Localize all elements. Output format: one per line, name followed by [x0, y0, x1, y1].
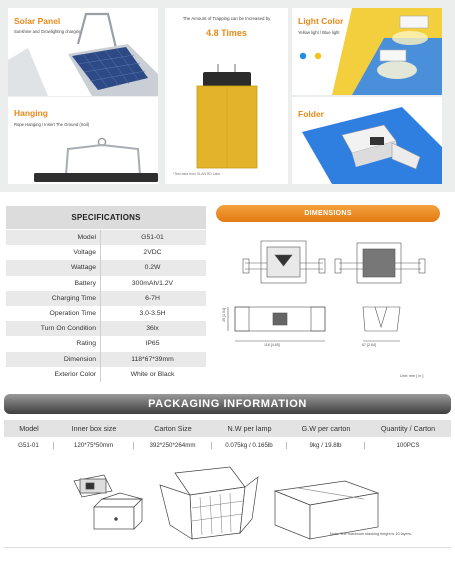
spec-value: G51-01 [141, 234, 164, 242]
spec-value: 36lx [146, 325, 159, 333]
sticky-trap-illustration [165, 8, 288, 184]
spec-row-operation-time [6, 306, 206, 321]
yellow-dot-icon [315, 53, 321, 59]
spec-key: Exterior Color [54, 370, 96, 378]
folder-card [292, 97, 442, 184]
feature-panel-area [0, 0, 455, 192]
packaging-heading: PACKAGING INFORMATION [4, 394, 451, 414]
solar-panel-card [8, 8, 158, 96]
stacking-note: Note: The maximum stacking height is 10 layers. [330, 532, 412, 536]
spec-key: Battery [74, 279, 96, 287]
solar-panel-subtitle: Sunshine and Growlighting charging [14, 29, 82, 34]
unit-label: Unit: mm [ in ] [400, 374, 424, 378]
hanging-card [8, 97, 158, 184]
spec-row-turn-on-condition [6, 321, 206, 336]
height-dimension-label: 39 [1.54] [222, 308, 226, 322]
light-color-subtitle: Yellow light / Blue light [298, 30, 340, 35]
trapping-caption: *Test data from GLAN RD Labs [173, 172, 221, 176]
spec-value: 300mAh/1.2V [131, 279, 174, 287]
trapping-description: The Amount of Trapping can be Increased by [182, 16, 271, 21]
spec-key: Charging Time [51, 294, 96, 302]
column-header: G.W per carton [301, 424, 351, 433]
spec-value: 2VDC [143, 249, 162, 257]
hanging-subtitle: Rope Hanging / Insert The Ground (Soil) [14, 122, 90, 127]
table-cell: 392*250*264mm [134, 442, 212, 449]
table-cell: 120*75*50mm [54, 442, 134, 449]
footer-divider [4, 547, 451, 548]
spec-row-voltage [6, 245, 206, 260]
light-color-illustration [292, 8, 442, 95]
spec-key: Voltage [73, 249, 96, 257]
trapping-card [165, 8, 288, 184]
solar-panel-illustration [8, 8, 158, 96]
trapping-multiplier: 4.8 Times [206, 28, 247, 38]
spec-key: Wattage [70, 264, 96, 272]
light-color-card [292, 8, 442, 95]
spec-value: 6-7H [145, 294, 160, 302]
spec-row-battery [6, 276, 206, 291]
light-color-title: Light Color [298, 16, 344, 26]
specifications-heading: SPECIFICATIONS [6, 206, 206, 229]
dimension-drawings [215, 225, 445, 375]
folder-illustration [292, 97, 442, 184]
packaging-header-row [4, 420, 451, 437]
solar-panel-title: Solar Panel [14, 16, 61, 26]
spec-value: 0.2W [144, 264, 161, 272]
spec-key: Dimension [63, 355, 96, 363]
blue-dot-icon [300, 53, 306, 59]
spec-key: Rating [76, 340, 96, 348]
hanging-title: Hanging [14, 108, 48, 118]
spec-row-rating [6, 336, 206, 351]
column-header: Model [19, 424, 39, 433]
spec-value: 3.0-3.5H [139, 310, 166, 318]
spec-key: Model [77, 234, 96, 242]
column-header: Quantity / Carton [380, 424, 436, 433]
table-cell: 100PCS [396, 441, 420, 449]
spec-value: IP65 [145, 340, 160, 348]
spec-column-divider [100, 230, 101, 382]
spec-row-wattage [6, 260, 206, 275]
dimensions-heading: DIMENSIONS [216, 205, 440, 222]
table-cell: 0.075kg / 0.165lb [212, 442, 287, 449]
table-cell: 9kg / 19.8lb [287, 442, 365, 449]
specifications-table [6, 230, 206, 382]
packaging-illustrations [60, 463, 400, 543]
spec-row-model [6, 230, 206, 245]
spec-key: Turn On Condition [40, 325, 96, 333]
width-dimension-label: 118 [4.65] [264, 343, 280, 347]
folder-title: Folder [298, 109, 324, 119]
hanging-illustration [8, 97, 158, 184]
spec-value: 118*67*39mm [131, 355, 174, 363]
column-header: Carton Size [154, 424, 192, 433]
packaging-data-row [4, 437, 451, 453]
depth-dimension-label: 67 [2.64] [362, 343, 376, 347]
spec-row-charging-time [6, 291, 206, 306]
column-header: Inner box size [71, 424, 117, 433]
packaging-table [4, 420, 451, 453]
spec-row-exterior-color [6, 367, 206, 382]
spec-value: White or Black [130, 370, 175, 378]
column-header: N.W per lamp [227, 424, 272, 433]
spec-row-dimension [6, 352, 206, 367]
table-cell: G51-01 [4, 442, 54, 449]
spec-key: Operation Time [49, 310, 96, 318]
